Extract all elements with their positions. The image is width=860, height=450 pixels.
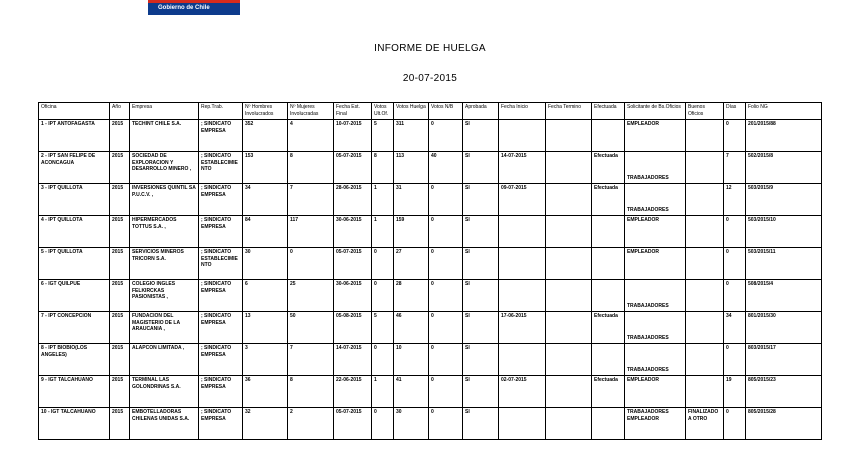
- cell-oficina: 6 - IGT QUILPUE: [39, 280, 110, 312]
- cell-mujeres: 0: [288, 248, 334, 280]
- cell-buenos-oficios: [686, 216, 724, 248]
- cell-ano: 2015: [110, 184, 130, 216]
- cell-mujeres: 7: [288, 344, 334, 376]
- cell-votos-nb: 0: [429, 312, 463, 344]
- cell-votos-ult-of: 5: [372, 120, 394, 152]
- cell-folio: 805/2015/28: [746, 408, 822, 440]
- cell-dias: 0: [724, 344, 746, 376]
- cell-oficina: 2 - IPT SAN FELIPE DE ACONCAGUA: [39, 152, 110, 184]
- cell-solicitante: TRABAJADORES EMPLEADOR: [625, 408, 686, 440]
- cell-empresa: TECHINT CHILE S.A.: [130, 120, 199, 152]
- cell-ano: 2015: [110, 280, 130, 312]
- cell-hombres: 13: [243, 312, 288, 344]
- cell-folio: 503/2015/10: [746, 216, 822, 248]
- col-header-hombres: Nº Hombres Involucrados: [243, 103, 288, 120]
- cell-votos-nb: 0: [429, 120, 463, 152]
- table-row: [39, 216, 822, 248]
- cell-votos-ult-of: 1: [372, 216, 394, 248]
- cell-aprobada: SI: [463, 280, 499, 312]
- cell-rep-trab: ; SINDICATO EMPRESA: [199, 120, 243, 152]
- cell-solicitante: TRABAJADORES: [625, 344, 686, 376]
- cell-rep-trab: ; SINDICATO EMPRESA: [199, 280, 243, 312]
- cell-oficina: 10 - IGT TALCAHUANO: [39, 408, 110, 440]
- cell-rep-trab: ; SINDICATO ESTABLECIMIENTO: [199, 248, 243, 280]
- col-header-votos-ult-of: Votos Ult.Of.: [372, 103, 394, 120]
- cell-votos-ult-of: 0: [372, 408, 394, 440]
- cell-dias: 7: [724, 152, 746, 184]
- cell-empresa: TERMINAL LAS GOLONDRINAS S.A.: [130, 376, 199, 408]
- cell-oficina: 4 - IPT QUILLOTA: [39, 216, 110, 248]
- cell-fecha-termino: [546, 184, 592, 216]
- cell-hombres: 352: [243, 120, 288, 152]
- cell-buenos-oficios: [686, 344, 724, 376]
- cell-aprobada: SI: [463, 344, 499, 376]
- cell-efectuada: [592, 280, 625, 312]
- cell-fecha-termino: [546, 344, 592, 376]
- cell-hombres: 36: [243, 376, 288, 408]
- cell-buenos-oficios: [686, 312, 724, 344]
- cell-buenos-oficios: [686, 152, 724, 184]
- cell-votos-huelga: 41: [394, 376, 429, 408]
- cell-fecha-est-final: 30-06-2015: [334, 280, 372, 312]
- table-row: [39, 344, 822, 376]
- cell-hombres: 34: [243, 184, 288, 216]
- col-header-folio: Folio NG: [746, 103, 822, 120]
- cell-dias: 0: [724, 120, 746, 152]
- col-header-aprobada: Aprobada: [463, 103, 499, 120]
- cell-aprobada: SI: [463, 408, 499, 440]
- cell-dias: 0: [724, 280, 746, 312]
- table-row: [39, 376, 822, 408]
- cell-efectuada: [592, 344, 625, 376]
- cell-buenos-oficios: [686, 184, 724, 216]
- table-row: [39, 408, 822, 440]
- cell-folio: 201/2015/88: [746, 120, 822, 152]
- cell-fecha-inicio: [499, 120, 546, 152]
- cell-votos-ult-of: 1: [372, 376, 394, 408]
- col-header-votos-huelga: Votos Huelga: [394, 103, 429, 120]
- col-header-votos-nb: Votos N/B: [429, 103, 463, 120]
- cell-aprobada: SI: [463, 312, 499, 344]
- cell-oficina: 8 - IPT BIOBIO(LOS ANGELES): [39, 344, 110, 376]
- cell-ano: 2015: [110, 312, 130, 344]
- cell-empresa: EMBOTELLADORAS CHILENAS UNIDAS S.A.: [130, 408, 199, 440]
- cell-ano: 2015: [110, 120, 130, 152]
- cell-fecha-est-final: 05-07-2015: [334, 152, 372, 184]
- cell-mujeres: 8: [288, 376, 334, 408]
- cell-mujeres: 8: [288, 152, 334, 184]
- cell-votos-nb: 40: [429, 152, 463, 184]
- cell-ano: 2015: [110, 408, 130, 440]
- cell-rep-trab: ; SINDICATO EMPRESA: [199, 184, 243, 216]
- cell-oficina: 1 - IPT ANTOFAGASTA: [39, 120, 110, 152]
- cell-ano: 2015: [110, 248, 130, 280]
- cell-aprobada: SI: [463, 152, 499, 184]
- col-header-fecha-termino: Fecha Termino: [546, 103, 592, 120]
- cell-rep-trab: ; SINDICATO ESTABLECIMIENTO: [199, 152, 243, 184]
- cell-solicitante: EMPLEADOR: [625, 248, 686, 280]
- cell-empresa: ALAPCON LIMITADA ,: [130, 344, 199, 376]
- cell-empresa: SERVICIOS MINEROS TRICORN S.A.: [130, 248, 199, 280]
- cell-folio: 805/2015/23: [746, 376, 822, 408]
- cell-hombres: 32: [243, 408, 288, 440]
- cell-votos-nb: 0: [429, 376, 463, 408]
- cell-fecha-termino: [546, 152, 592, 184]
- col-header-empresa: Empresa: [130, 103, 199, 120]
- cell-efectuada: Efectuada: [592, 376, 625, 408]
- cell-efectuada: [592, 248, 625, 280]
- cell-dias: 0: [724, 216, 746, 248]
- cell-buenos-oficios: [686, 248, 724, 280]
- cell-fecha-termino: [546, 280, 592, 312]
- cell-hombres: 6: [243, 280, 288, 312]
- cell-rep-trab: ; SINDICATO EMPRESA: [199, 408, 243, 440]
- cell-votos-huelga: 28: [394, 280, 429, 312]
- table-row: [39, 184, 822, 216]
- logo-stripe: [148, 0, 240, 3]
- cell-buenos-oficios: [686, 280, 724, 312]
- cell-efectuada: Efectuada: [592, 152, 625, 184]
- col-header-solicitante: Solicitante de Bs.Oficios: [625, 103, 686, 120]
- cell-fecha-est-final: 14-07-2015: [334, 344, 372, 376]
- cell-mujeres: 50: [288, 312, 334, 344]
- cell-aprobada: SI: [463, 184, 499, 216]
- cell-solicitante: TRABAJADORES: [625, 312, 686, 344]
- cell-buenos-oficios: [686, 376, 724, 408]
- cell-efectuada: Efectuada: [592, 184, 625, 216]
- cell-empresa: FUNDACION DEL MAGISTERIO DE LA ARAUCANIA ,: [130, 312, 199, 344]
- cell-aprobada: SI: [463, 248, 499, 280]
- col-header-oficina: Oficina: [39, 103, 110, 120]
- cell-fecha-inicio: [499, 280, 546, 312]
- col-header-buenos-oficios: Buenos Oficios: [686, 103, 724, 120]
- cell-fecha-inicio: [499, 216, 546, 248]
- cell-fecha-inicio: [499, 248, 546, 280]
- cell-votos-huelga: 27: [394, 248, 429, 280]
- cell-fecha-inicio: [499, 408, 546, 440]
- cell-votos-nb: 0: [429, 216, 463, 248]
- col-header-dias: Días: [724, 103, 746, 120]
- cell-folio: 503/2015/9: [746, 184, 822, 216]
- cell-fecha-est-final: 28-06-2015: [334, 184, 372, 216]
- cell-folio: 803/2015/17: [746, 344, 822, 376]
- cell-votos-huelga: 30: [394, 408, 429, 440]
- cell-hombres: 153: [243, 152, 288, 184]
- cell-empresa: COLEGIO INGLES FELKIRCKAS PASIONISTAS ,: [130, 280, 199, 312]
- table-row: [39, 280, 822, 312]
- cell-hombres: 3: [243, 344, 288, 376]
- col-header-ano: Año: [110, 103, 130, 120]
- cell-efectuada: [592, 408, 625, 440]
- strike-report-table: [38, 102, 822, 440]
- cell-rep-trab: ; SINDICATO EMPRESA: [199, 376, 243, 408]
- cell-fecha-termino: [546, 312, 592, 344]
- cell-solicitante: TRABAJADORES: [625, 184, 686, 216]
- cell-fecha-inicio: 09-07-2015: [499, 184, 546, 216]
- table-row: [39, 248, 822, 280]
- cell-ano: 2015: [110, 344, 130, 376]
- cell-ano: 2015: [110, 216, 130, 248]
- cell-fecha-inicio: 14-07-2015: [499, 152, 546, 184]
- cell-votos-ult-of: 8: [372, 152, 394, 184]
- table-header-row: [39, 103, 822, 120]
- cell-rep-trab: ; SINDICATO EMPRESA: [199, 216, 243, 248]
- cell-oficina: 9 - IGT TALCAHUANO: [39, 376, 110, 408]
- cell-folio: 801/2015/30: [746, 312, 822, 344]
- cell-aprobada: SI: [463, 216, 499, 248]
- cell-solicitante: TRABAJADORES: [625, 280, 686, 312]
- cell-solicitante: EMPLEADOR: [625, 376, 686, 408]
- cell-votos-ult-of: 0: [372, 280, 394, 312]
- cell-folio: 508/2015/4: [746, 280, 822, 312]
- cell-dias: 19: [724, 376, 746, 408]
- cell-votos-huelga: 311: [394, 120, 429, 152]
- cell-mujeres: 25: [288, 280, 334, 312]
- cell-solicitante: EMPLEADOR: [625, 216, 686, 248]
- cell-fecha-est-final: 05-08-2015: [334, 312, 372, 344]
- cell-hombres: 30: [243, 248, 288, 280]
- cell-fecha-termino: [546, 120, 592, 152]
- cell-folio: 502/2015/8: [746, 152, 822, 184]
- cell-votos-nb: 0: [429, 344, 463, 376]
- cell-solicitante: TRABAJADORES: [625, 152, 686, 184]
- cell-rep-trab: ; SINDICATO EMPRESA: [199, 312, 243, 344]
- cell-folio: 503/2015/11: [746, 248, 822, 280]
- cell-votos-nb: 0: [429, 248, 463, 280]
- cell-aprobada: SI: [463, 376, 499, 408]
- cell-fecha-est-final: 22-06-2015: [334, 376, 372, 408]
- cell-mujeres: 4: [288, 120, 334, 152]
- cell-efectuada: [592, 120, 625, 152]
- cell-oficina: 7 - IPT CONCEPCION: [39, 312, 110, 344]
- cell-aprobada: SI: [463, 120, 499, 152]
- cell-fecha-termino: [546, 408, 592, 440]
- cell-mujeres: 7: [288, 184, 334, 216]
- table-row: [39, 120, 822, 152]
- cell-votos-huelga: 113: [394, 152, 429, 184]
- cell-buenos-oficios: FINALIZADO A OTRO: [686, 408, 724, 440]
- cell-fecha-inicio: 17-06-2015: [499, 312, 546, 344]
- cell-fecha-termino: [546, 376, 592, 408]
- report-title: INFORME DE HUELGA: [374, 43, 486, 54]
- cell-empresa: SOCIEDAD DE EXPLORACION Y DESARROLLO MINERO ,: [130, 152, 199, 184]
- cell-fecha-est-final: 05-07-2015: [334, 408, 372, 440]
- cell-dias: 0: [724, 248, 746, 280]
- cell-buenos-oficios: [686, 120, 724, 152]
- table-row: [39, 312, 822, 344]
- cell-empresa: INVERSIONES QUINTIL SA P.U.C.V. ,: [130, 184, 199, 216]
- cell-votos-huelga: 31: [394, 184, 429, 216]
- cell-dias: 12: [724, 184, 746, 216]
- cell-ano: 2015: [110, 376, 130, 408]
- cell-dias: 34: [724, 312, 746, 344]
- report-date: 20-07-2015: [402, 73, 458, 84]
- cell-votos-huelga: 46: [394, 312, 429, 344]
- cell-fecha-est-final: 10-07-2015: [334, 120, 372, 152]
- cell-oficina: 3 - IPT QUILLOTA: [39, 184, 110, 216]
- cell-votos-nb: 0: [429, 408, 463, 440]
- cell-hombres: 84: [243, 216, 288, 248]
- col-header-efectuada: Efectuada: [592, 103, 625, 120]
- cell-votos-nb: 0: [429, 184, 463, 216]
- cell-votos-nb: 0: [429, 280, 463, 312]
- cell-votos-ult-of: 0: [372, 248, 394, 280]
- cell-dias: 0: [724, 408, 746, 440]
- cell-empresa: HIPERMERCADOS TOTTUS S.A. ,: [130, 216, 199, 248]
- cell-fecha-inicio: 02-07-2015: [499, 376, 546, 408]
- cell-efectuada: Efectuada: [592, 312, 625, 344]
- col-header-fecha-inicio: Fecha Inicio: [499, 103, 546, 120]
- cell-votos-ult-of: 5: [372, 312, 394, 344]
- cell-fecha-est-final: 05-07-2015: [334, 248, 372, 280]
- cell-votos-huelga: 159: [394, 216, 429, 248]
- cell-fecha-est-final: 30-06-2015: [334, 216, 372, 248]
- col-header-fecha-est-final: Fecha Est. Final: [334, 103, 372, 120]
- cell-fecha-inicio: [499, 344, 546, 376]
- cell-oficina: 5 - IPT QUILLOTA: [39, 248, 110, 280]
- logo-text: Gobierno de Chile: [158, 5, 210, 11]
- government-logo: [148, 0, 240, 15]
- col-header-mujeres: Nº Mujeres Involucradas: [288, 103, 334, 120]
- cell-fecha-termino: [546, 248, 592, 280]
- cell-fecha-termino: [546, 216, 592, 248]
- cell-ano: 2015: [110, 152, 130, 184]
- col-header-rep-trab: Rep.Trab.: [199, 103, 243, 120]
- cell-efectuada: [592, 216, 625, 248]
- cell-mujeres: 2: [288, 408, 334, 440]
- cell-rep-trab: ; SINDICATO EMPRESA: [199, 344, 243, 376]
- cell-votos-ult-of: 0: [372, 344, 394, 376]
- table-row: [39, 152, 822, 184]
- cell-votos-ult-of: 1: [372, 184, 394, 216]
- cell-solicitante: EMPLEADOR: [625, 120, 686, 152]
- cell-mujeres: 117: [288, 216, 334, 248]
- cell-votos-huelga: 10: [394, 344, 429, 376]
